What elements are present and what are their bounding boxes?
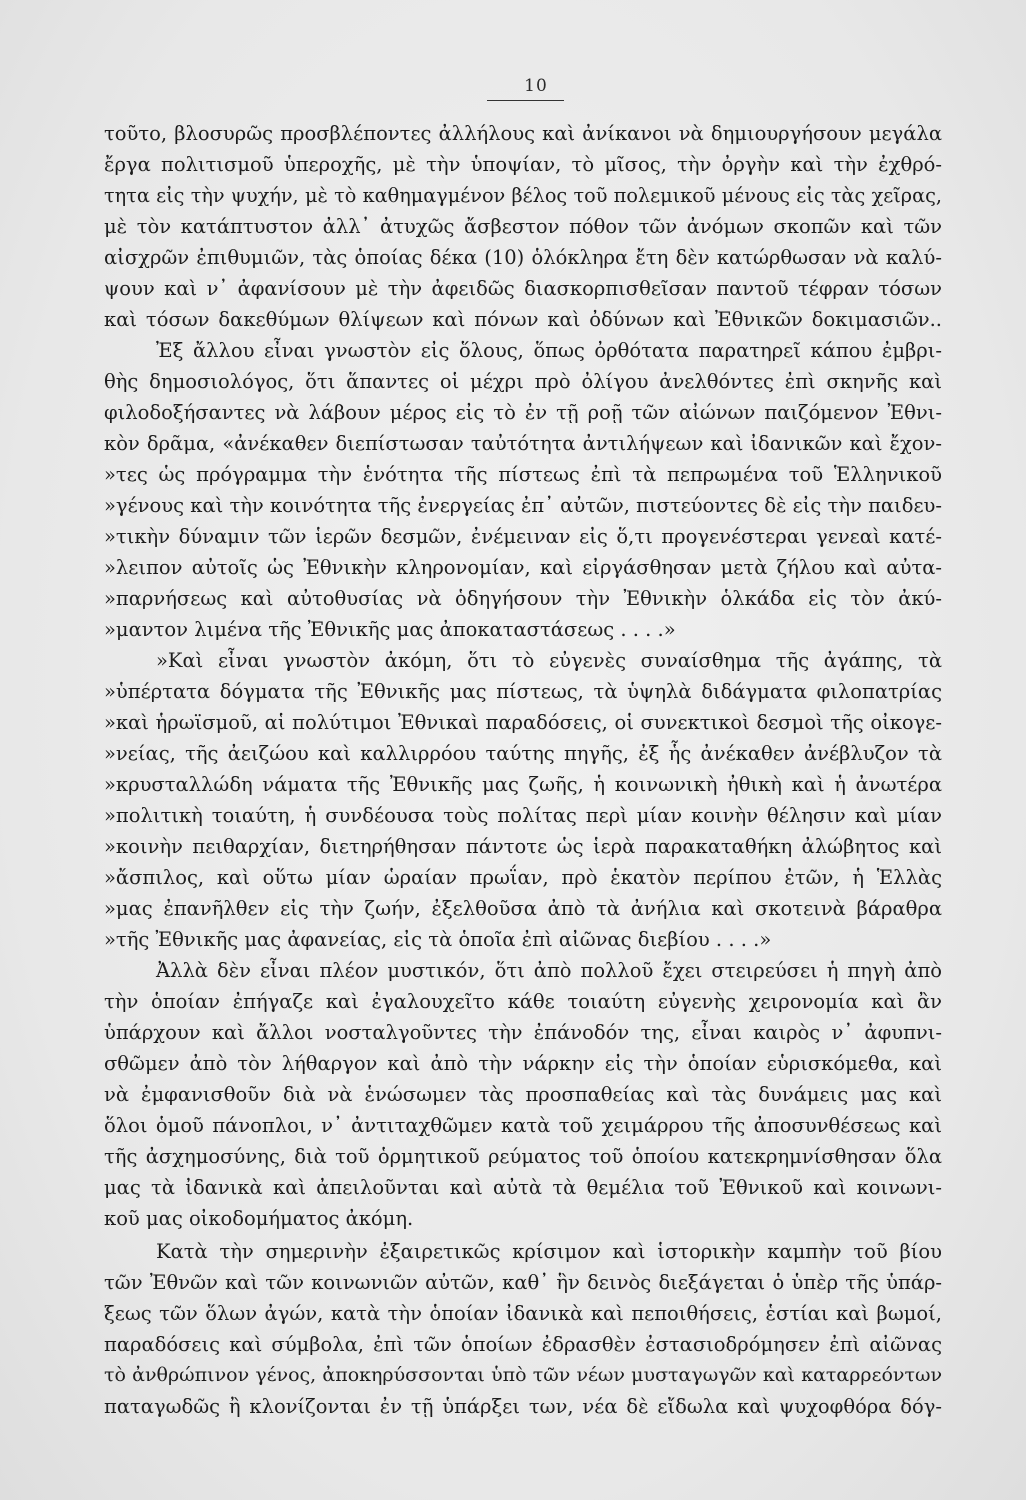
text-line: τῆς ἀσχημοσύνης, διὰ τοῦ ὁρμητικοῦ ρεύματος τοῦ ὁποίου κατεκρημνίσθησαν ὅλα	[104, 1145, 942, 1168]
page-number: 10	[524, 76, 548, 96]
text-line: »λειπον αὐτοῖς ὡς Ἐθνικὴν κληρονομίαν, καὶ εἰργάσθησαν μετὰ ζήλου καὶ αὐτα-	[104, 556, 942, 579]
text-line: ψουν καὶ ν᾽ ἀφανίσουν μὲ τὴν ἀφειδῶς διασκορπισθεῖσαν παντοῦ τέφραν τόσων	[104, 277, 942, 300]
text-line: τητα εἰς τὴν ψυχήν, μὲ τὸ καθημαγμένον βέλος τοῦ πολεμικοῦ μένους εἰς τὰς χεῖρας,	[104, 184, 942, 207]
text-line: θὴς δημοσιολόγος, ὅτι ἅπαντες οἱ μέχρι πρὸ ὀλίγου ἀνελθόντες ἐπὶ σκηνῆς καὶ	[104, 370, 942, 393]
paragraph-start-line: Ἀλλὰ δὲν εἶναι πλέον μυστικόν, ὅτι ἀπὸ πολλοῦ ἔχει στειρεύσει ἡ πηγὴ ἀπὸ	[156, 959, 942, 982]
text-line: »κοινὴν πειθαρχίαν, διετηρήθησαν πάντοτε ὡς ἱερὰ παρακαταθήκη ἀλώβητος καὶ	[104, 835, 942, 858]
paragraph-end-line: κοῦ μας οἰκοδομήματος ἀκόμη.	[104, 1207, 414, 1230]
text-line: »ἄσπιλος, καὶ οὕτω μίαν ὡραίαν πρωΐαν, πρὸ ἑκατὸν περίπου ἐτῶν, ἡ Ἑλλὰς	[104, 866, 942, 889]
paragraph-start-line: Κατὰ τὴν σημερινὴν ἐξαιρετικῶς κρίσιμον καὶ ἱστορικὴν καμπὴν τοῦ βίου	[156, 1240, 942, 1263]
text-line: τὴν ὁποίαν ἐπήγαζε καὶ ἐγαλουχεῖτο κάθε τοιαύτη εὐγενὴς χειρονομία καὶ ἂν	[104, 990, 942, 1013]
text-line: »τες ὡς πρόγραμμα τὴν ἑνότητα τῆς πίστεως ἐπὶ τὰ πεπρωμένα τοῦ Ἑλληνικοῦ	[104, 463, 942, 486]
text-line: νὰ ἐμφανισθοῦν διὰ νὰ ἑνώσωμεν τὰς προσπαθείας καὶ τὰς δυνάμεις μας καὶ	[104, 1083, 942, 1106]
text-line: »νείας, τῆς ἀειζώου καὶ καλλιρρόου ταύτης πηγῆς, ἐξ ἧς ἀνέκαθεν ἀνέβλυζον τὰ	[104, 742, 942, 765]
text-line: τοῦτο, βλοσυρῶς προσβλέποντες ἀλλήλους καὶ ἀνίκανοι νὰ δημιουργήσουν μεγάλα	[104, 122, 942, 145]
text-line: »κρυσταλλώδη νάματα τῆς Ἐθνικῆς μας ζωῆς, ἡ κοινωνικὴ ἠθικὴ καὶ ἡ ἀνωτέρα	[104, 773, 942, 796]
paragraph-start-line: Ἐξ ἄλλου εἶναι γνωστὸν εἰς ὅλους, ὅπως ὀρθότατα παρατηρεῖ κάπου ἐμβρι-	[156, 339, 942, 362]
text-line: φιλοδοξήσαντες νὰ λάβουν μέρος εἰς τὸ ἐν τῇ ροῇ τῶν αἰώνων παιζόμενον Ἐθνι-	[104, 401, 942, 424]
text-line: »καὶ ἡρωϊσμοῦ, αἱ πολύτιμοι Ἐθνικαὶ παραδόσεις, οἱ συνεκτικοὶ δεσμοὶ τῆς οἰκογε-	[104, 711, 942, 734]
text-line: τῶν Ἐθνῶν καὶ τῶν κοινωνιῶν αὐτῶν, καθ᾽ ἣν δεινὸς διεξάγεται ὁ ὑπὲρ τῆς ὑπάρ-	[104, 1271, 942, 1294]
text-line: »γένους καὶ τὴν κοινότητα τῆς ἐνεργείας ἐπ᾽ αὐτῶν, πιστεύοντες δὲ εἰς τὴν παιδευ-	[104, 494, 942, 517]
text-line: »τικὴν δύναμιν τῶν ἱερῶν δεσμῶν, ἐνέμειναν εἰς ὅ,τι προγενέστεραι γενεαὶ κατέ-	[104, 525, 942, 548]
paragraph-end-line: »μαντον λιμένα τῆς Ἐθνικῆς μας ἀποκαταστάσεως . . . .»	[104, 618, 676, 641]
text-line: ὅλοι ὁμοῦ πάνοπλοι, ν᾽ ἀντιταχθῶμεν κατὰ τοῦ χειμάρρου τῆς ἀποσυνθέσεως καὶ	[104, 1114, 942, 1137]
text-line: αἰσχρῶν ἐπιθυμιῶν, τὰς ὁποίας δέκα (10) ὁλόκληρα ἔτη δὲν κατώρθωσαν νὰ καλύ-	[104, 246, 942, 269]
text-line: »μας ἐπανῆλθεν εἰς τὴν ζωήν, ἐξελθοῦσα ἀπὸ τὰ ἀνήλια καὶ σκοτεινὰ βάραθρα	[104, 897, 942, 920]
text-line: κὸν δρᾶμα, «ἀνέκαθεν διεπίστωσαν ταὐτότητα ἀντιλήψεων καὶ ἰδανικῶν καὶ ἔχον-	[104, 432, 942, 455]
text-line: ὑπάρχουν καὶ ἄλλοι νοσταλγοῦντες τὴν ἐπάνοδόν της, εἶναι καιρὸς ν᾽ ἀφυπνι-	[104, 1021, 942, 1044]
text-line: σθῶμεν ἀπὸ τὸν λήθαργον καὶ ἀπὸ τὴν νάρκην εἰς τὴν ὁποίαν εὑρισκόμεθα, καὶ	[104, 1052, 942, 1075]
text-line: μας τὰ ἰδανικὰ καὶ ἀπειλοῦνται καὶ αὐτὰ τὰ θεμέλια τοῦ Ἐθνικοῦ καὶ κοινωνι-	[104, 1176, 942, 1199]
text-line: »ὑπέρτατα δόγματα τῆς Ἐθνικῆς μας πίστεως, τὰ ὑψηλὰ διδάγματα φιλοπατρίας	[104, 680, 942, 703]
text-line: παταγωδῶς ἢ κλονίζονται ἐν τῇ ὑπάρξει των, νέα δὲ εἴδωλα καὶ ψυχοφθόρα δόγ-	[104, 1395, 942, 1418]
text-line: ξεως τῶν ὅλων ἀγών, κατὰ τὴν ὁποίαν ἰδανικὰ καὶ πεποιθήσεις, ἑστίαι καὶ βωμοί,	[104, 1302, 942, 1325]
text-line: »παρνήσεως καὶ αὐτοθυσίας νὰ ὁδηγήσουν τὴν Ἐθνικὴν ὁλκάδα εἰς τὸν ἀκύ-	[104, 587, 942, 610]
text-line: καὶ τόσων δακεθύμων θλίψεων καὶ πόνων καὶ ὀδύνων καὶ Ἐθνικῶν δοκιμασιῶν..	[104, 308, 942, 331]
text-line: παραδόσεις καὶ σύμβολα, ἐπὶ τῶν ὁποίων ἐδρασθὲν ἐστασιοδρόμησεν ἐπὶ αἰῶνας	[104, 1333, 942, 1356]
paragraph-end-line: »τῆς Ἐθνικῆς μας ἀφανείας, εἰς τὰ ὁποῖα ἐπὶ αἰῶνας διεβίου . . . .»	[104, 928, 772, 951]
paragraph-start-line: »Καὶ εἶναι γνωστὸν ἀκόμη, ὅτι τὸ εὐγενὲς συναίσθημα τῆς ἀγάπης, τὰ	[156, 649, 942, 672]
page-number-rule	[487, 100, 564, 101]
text-line: »πολιτικὴ τοιαύτη, ἡ συνδέουσα τοὺς πολίτας περὶ μίαν κοινὴν θέλησιν καὶ μίαν	[104, 804, 942, 827]
text-line: ἔργα πολιτισμοῦ ὑπεροχῆς, μὲ τὴν ὑποψίαν, τὸ μῖσος, τὴν ὀργὴν καὶ τὴν ἐχθρό-	[104, 153, 942, 176]
text-line: μὲ τὸν κατάπτυστον ἀλλ᾽ ἀτυχῶς ἄσβεστον πόθον τῶν ἀνόμων σκοπῶν καὶ τῶν	[104, 215, 942, 238]
text-line: τὸ ἀνθρώπινον γένος, ἀποκηρύσσονται ὑπὸ τῶν νέων μυσταγωγῶν καὶ καταρρεόντων	[104, 1364, 942, 1386]
